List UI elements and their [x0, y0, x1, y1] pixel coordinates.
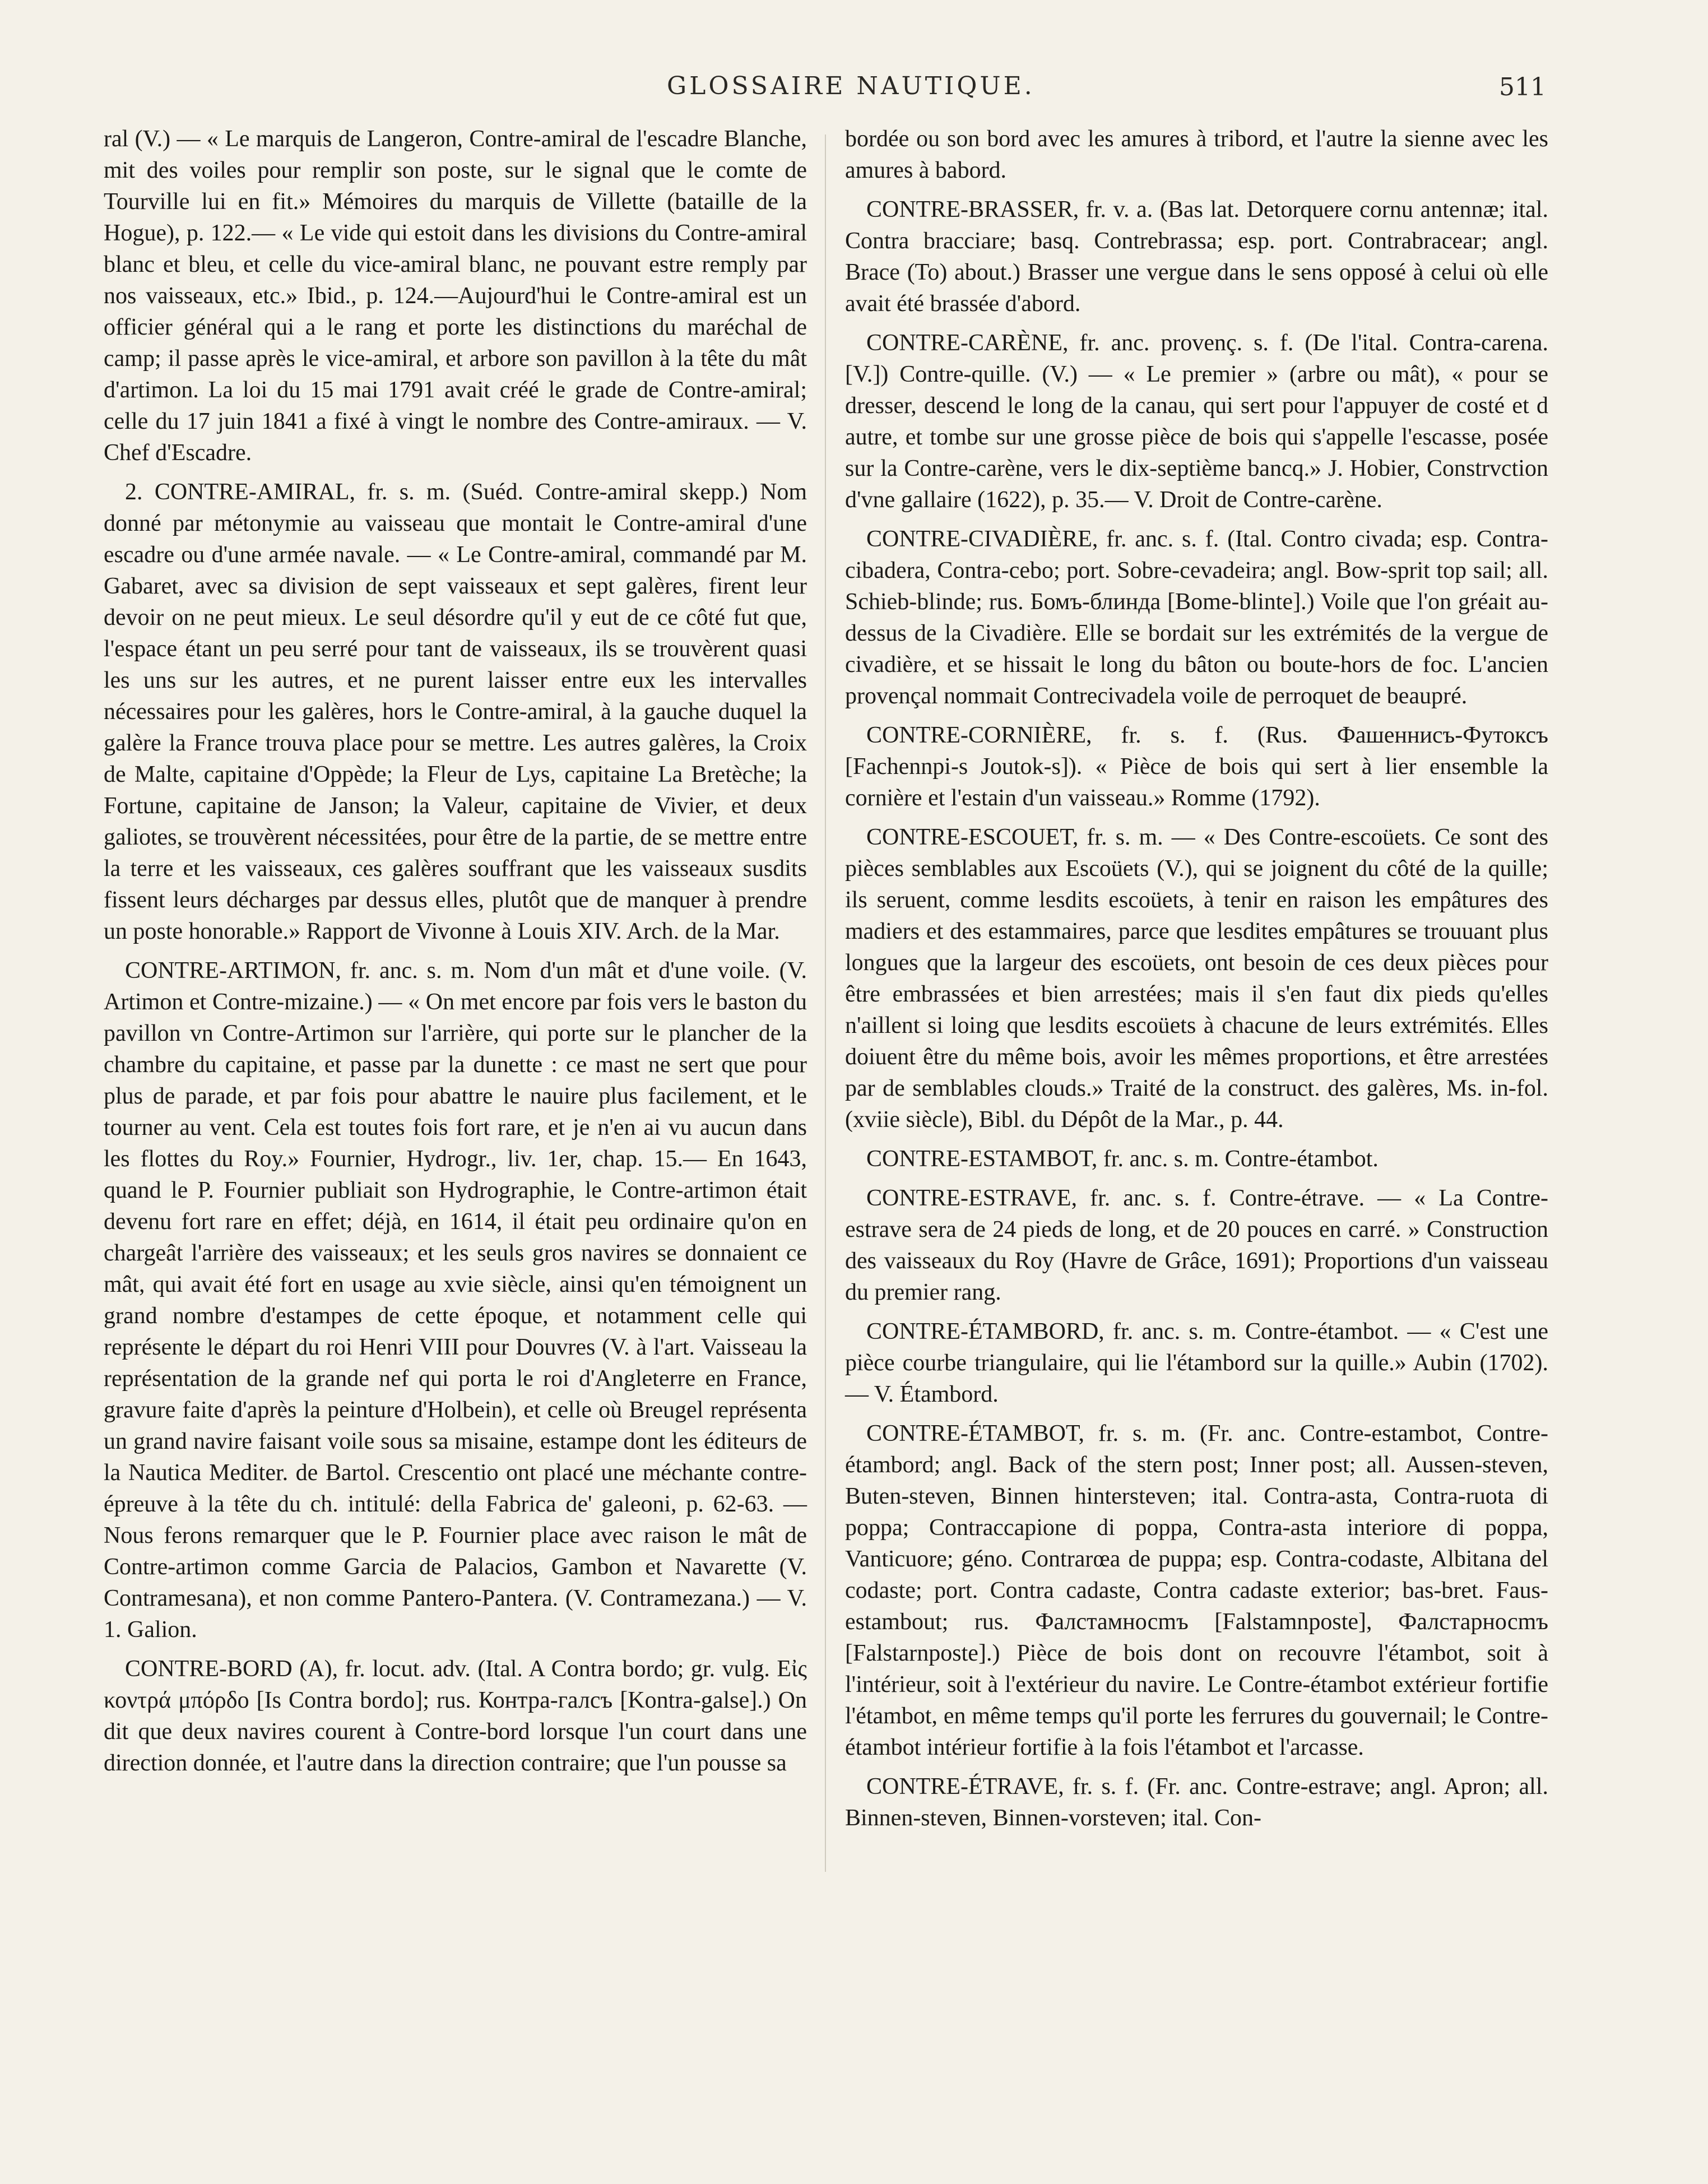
entry-contre-civadiere: CONTRE-CIVADIÈRE, fr. anc. s. f. (Ital. Contro civada; esp. Contra-cibadera, Contra-cebo; port. Sobre-cevadeira; angl. Bow-sprit top sail; all. Schieb-blinde; rus. Бомъ-блинда [Bome-blinte].) Voile que l'on gréait au-dessus de la Civadière. Elle se bordait sur les extrémités de la vergue de civadière, et se hissait le long du bâton ou boute-hors de foc. L'ancien provençal nommait Contrecivadela voile de perroquet de beaupré.: [845, 526, 1548, 709]
paragraph: bordée ou son bord avec les amures à tribord, et l'autre la sienne avec les amures à babord.: [845, 126, 1548, 183]
entry-contre-etambot: CONTRE-ÉTAMBOT, fr. s. m. (Fr. anc. Contre-estambot, Contre-étambord; angl. Back of the stern post; Inner post; all. Aussen-steven, Buten-steven, Binnen hintersteven; ital. Contra-asta, Contra-ruota di poppa; Contraccapione di poppa, Contra-asta interiore di poppa, Vanticuore; géno. Contrarœa de puppa; esp. Contra-codaste, Albitana del codaste; port. Contra cadaste, Contra cadaste exterior; bas-bret. Faus-estambout; rus. Фалстамносmъ [Falstamnposte], Фалстарносmъ [Falstarnposte].) Pièce de bois dont on recouvre l'étambot, soit à l'intérieur, soit à l'extérieur du navire. Le Contre-étambot extérieur fortifie l'étambot, en même temps qu'il porte les ferrures du gouvernail; le Contre-étambot intérieur fortifie à la fois l'étambot et l'arcasse.: [845, 1421, 1548, 1760]
entry-contre-estrave: CONTRE-ESTRAVE, fr. anc. s. f. Contre-étrave. — « La Contre-estrave sera de 24 pieds de long, et de 20 pouces en carré. » Construction des vaisseaux du Roy (Havre de Grâce, 1691); Proportions d'un vaisseau du premier rang.: [845, 1185, 1548, 1305]
right-column: [845, 123, 1548, 1842]
entry-contre-estambot: CONTRE-ESTAMBOT, fr. anc. s. m. Contre-étambot.: [866, 1146, 1379, 1172]
running-title: GLOSSAIRE NAUTIQUE.: [667, 72, 1035, 100]
paragraph: ral (V.) — « Le marquis de Langeron, Contre-amiral de l'escadre Blanche, mit des voiles pour remplir son poste, sur le signal que le comte de Tourville lui en fit.» Mémoires du marquis de Villette (bataille de la Hogue), p. 122.— « Le vide qui estoit dans les divisions du Contre-amiral blanc et bleu, et celle du vice-amiral blanc, ne pouvant estre remply par nos vaisseaux, etc.» Ibid., p. 124.—Aujourd'hui le Contre-amiral est un officier général qui a le rang et porte les distinctions du maréchal de camp; il passe après le vice-amiral, et arbore son pavillon à la tête du mât d'artimon. La loi du 15 mai 1791 avait créé le grade de Contre-amiral; celle du 17 juin 1841 a fixé à vingt le nombre des Contre-amiraux. — V. Chef d'Escadre.: [104, 126, 807, 466]
entry-contre-etrave: CONTRE-ÉTRAVE, fr. s. f. (Fr. anc. Contre-estrave; angl. Apron; all. Binnen-steven, Binnen-vorsteven; ital. Con-: [845, 1774, 1548, 1831]
entry-contre-amiral-2: 2. CONTRE-AMIRAL, fr. s. m. (Suéd. Contre-amiral skepp.) Nom donné par métonymie au vaisseau que montait le Contre-amiral d'une escadre ou d'une armée navale. — « Le Contre-amiral, commandé par M. Gabaret, avec sa division de sept vaisseaux et sept galères, firent leur devoir on ne peut mieux. Le seul désordre qu'il y eut de ce côté fut que, l'espace étant un peu serré pour tant de vaisseaux, ils se trouvèrent quasi les uns sur les autres, et ne purent laisser entre eux les intervalles nécessaires pour les galères, hors le Contre-amiral, à la gauche duquel la galère la France trouva place pour se mettre. Les autres galères, la Croix de Malte, capitaine d'Oppède; la Fleur de Lys, capitaine La Bretèche; la Fortune, capitaine de Janson; la Valeur, capitaine de Vivier, et deux galiotes, se trouvèrent nécessitées, pour être de la partie, de se mettre entre la terre et les vaisseaux, ces galères souffrant que les vaisseaux susdits fissent leurs décharges par dessus elles, plutôt que de manquer à prendre un poste honorable.» Rapport de Vivonne à Louis XIV. Arch. de la Mar.: [104, 479, 807, 944]
left-column: [104, 123, 807, 1787]
entry-contre-corniere: CONTRE-CORNIÈRE, fr. s. f. (Rus. Фашеннисъ-Футоксъ [Fachennpi-s Joutok-s]). « Pièce de bois qui sert à lier ensemble la cornière et l'estain d'un vaisseau.» Romme (1792).: [845, 722, 1548, 811]
entry-contre-artimon: CONTRE-ARTIMON, fr. anc. s. m. Nom d'un mât et d'une voile. (V. Artimon et Contre-mizaine.) — « On met encore par fois vers le baston du pavillon vn Contre-Artimon sur l'arrière, qui porte sur le plancher de la chambre du capitaine, et passe par la dunette : ce mast ne sert que pour plus de parade, et par fois pour abattre le nauire plus facilement, et le tourner au vent. Cela est toutes fois fort rare, et je n'en ai vu aucun dans les flottes du Roy.» Fournier, Hydrogr., liv. 1er, chap. 15.— En 1643, quand le P. Fournier publiait son Hydrographie, le Contre-artimon était devenu fort rare en effet; déjà, en 1614, il était peu ordinaire qu'on en chargeât l'arrière des vaisseaux; et les seuls gros navires se donnaient ce mât, qui avait été fort en usage au xvie siècle, ainsi qu'en témoignent un grand nombre d'estampes de cette époque, et notamment celle qui représente le départ du roi Henri VIII pour Douvres (V. à l'art. Vaisseau la représentation de la grande nef qui porta le roi d'Angleterre en France, gravure faite d'après la peinture d'Holbein), et celle où Breugel représenta un grand navire faisant voile sous sa misaine, estampe dont les éditeurs de la Nautica Mediter. de Bartol. Crescentio ont placé une méchante contre-épreuve à la tête du ch. intitulé: della Fabrica de' galeoni, p. 62-63. — Nous ferons remarquer que le P. Fournier place avec raison le mât de Contre-artimon comme Garcia de Palacios, Gambon et Navarette (V. Contramesana), et non comme Pantero-Pantera. (V. Contramezana.) — V. 1. Galion.: [104, 958, 807, 1643]
column-divider: [825, 135, 826, 1872]
entry-contre-etambord: CONTRE-ÉTAMBORD, fr. anc. s. m. Contre-étambot. — « C'est une pièce courbe triangulaire, qui lie l'étambord sur la quille.» Aubin (1702). — V. Étambord.: [845, 1319, 1548, 1407]
page-number: 511: [1499, 73, 1546, 101]
entry-contre-carene: CONTRE-CARÈNE, fr. anc. provenç. s. f. (De l'ital. Contra-carena. [V.]) Contre-quille. (V.) — « Le premier » (arbre ou mât), « pour se dresser, descend le long de la canau, qui sert pour l'appuyer de costé et d autre, et tombe sur une grosse pièce de bois qui s'appelle l'escasse, posée sur la Contre-carène, vers le dix-septième bancq.» J. Hobier, Constrvction d'vne gallaire (1622), p. 35.— V. Droit de Contre-carène.: [845, 330, 1548, 513]
entry-contre-brasser: CONTRE-BRASSER, fr. v. a. (Bas lat. Detorquere cornu antennæ; ital. Contra bracciare; basq. Contrebrassa; esp. port. Contrabracear; angl. Brace (To) about.) Brasser une vergue dans le sens opposé à celui où elle avait été brassée d'abord.: [845, 197, 1548, 317]
entry-contre-bord: CONTRE-BORD (A), fr. locut. adv. (Ital. A Contra bordo; gr. vulg. Εἰς κοντρά μπόρδο [Is Contra bordo]; rus. Контра-галсъ [Kontra-galse].) On dit que deux navires courent à Contre-bord lorsque l'un court dans une direction donnée, et l'autre dans la direction contraire; que l'un pousse sa: [104, 1656, 807, 1776]
entry-contre-escouet: CONTRE-ESCOUET, fr. s. m. — « Des Contre-escoüets. Ce sont des pièces semblables aux Escoüets (V.), qui se joignent du côté de la quille; ils seruent, comme lesdits escoüets, à tenir en raison les empâtures des madiers et des estammaires, parce que lesdites empâtures se trouuant plus longues que la largeur des escoüets, ont besoin de ces deux pièces pour être embrassées et bien arrestées; mais il s'en faut dix pieds qu'elles n'aillent si loing que lesdits escoüets à chacune de leurs extrémités. Elles doiuent être du même bois, avoir les mêmes proportions, et être arrestées par de semblables clouds.» Traité de la construct. des galères, Ms. in-fol. (xviie siècle), Bibl. du Dépôt de la Mar., p. 44.: [845, 824, 1548, 1133]
